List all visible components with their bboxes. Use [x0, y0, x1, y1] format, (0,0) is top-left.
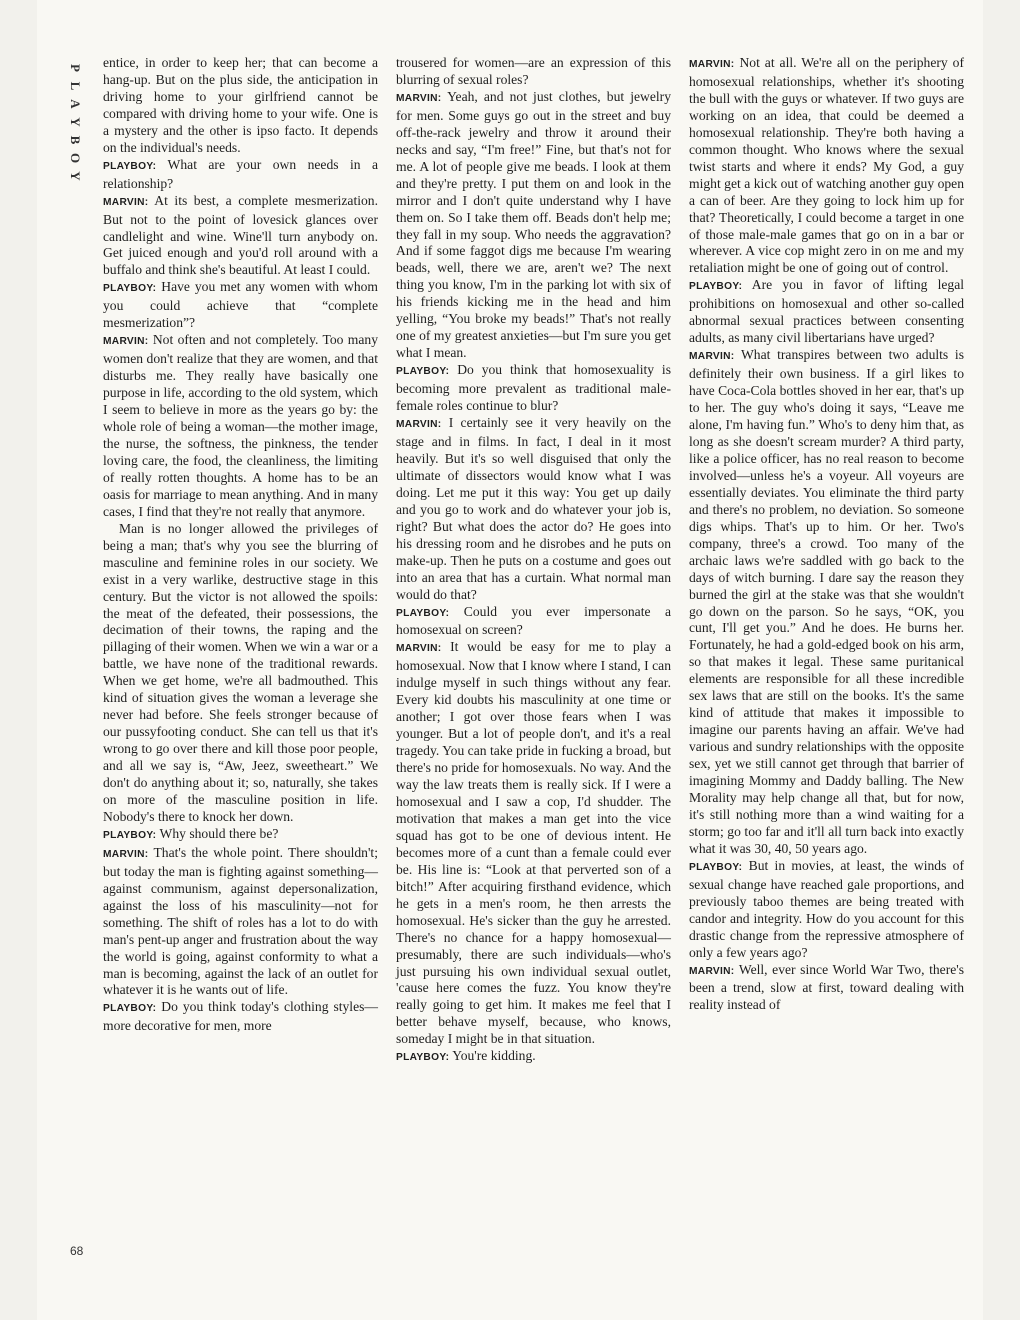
paragraph-text: That's the whole point. There shouldn't; but today the man is fighting against something—against communism, against depersonalization, against the loss of his masculinity—not for something. The shift of roles has a lot to do with man's pent-up anger and frustration about the way the world is going, against conformity to what a man is becoming, against the lack of an outlet for whatever it is he wants out of life. — [103, 844, 378, 998]
paragraph — [103, 157, 378, 193]
speaker-label: PLAYBOY: — [396, 607, 450, 619]
paragraph — [689, 55, 964, 277]
paragraph-text: You're kidding. — [449, 1048, 536, 1064]
speaker-label: MARVIN: — [396, 419, 442, 431]
masthead-letter: B — [68, 135, 83, 145]
paragraph-text: Could you ever impersonate a homosexual on screen? — [396, 603, 671, 638]
paragraph-text: Have you met any women with whom you could achieve that “complete mesmerization”? — [103, 279, 378, 331]
paragraph-text: entice, in order to keep her; that can become a hang-up. But on the plus side, the anticipation in driving home to your girlfriend cannot be compared with driving home to your wife. One is a mystery and the other is ipso facto. It depends on the individual's needs. — [103, 55, 378, 155]
paragraph-text: Why should there be? — [156, 825, 279, 841]
speaker-label: PLAYBOY: — [689, 281, 743, 293]
paragraph — [103, 826, 378, 845]
paragraph-text: Man is no longer allowed the privileges of being a man; that's why you see the blurring of masculine and feminine roles in our society. We exist in a very warlike, destructive stage in this century. But the victor is not allowed the spoils: the meat of the defeated, their possessions, the decimation of their towns, the raping and the pillaging of their women. When we win a war or a battle, we have none of the traditional rewards. When we get home, we're all badmouthed. This kind of situation gives the woman a leverage she never had before. She feels stronger because of our pussyfooting conduct. She can tell us that it's wrong to go over there and kill those poor people, and all we say is, “Aw, Jeez, sweetheart.” We don't do anything about it; so, naturally, she takes on more of the masculine position in life. Nobody's there to knock her down. — [103, 520, 378, 824]
speaker-label: MARVIN: — [689, 351, 735, 363]
masthead-letter: L — [68, 81, 83, 91]
paragraph — [103, 521, 378, 826]
masthead-letter: P — [68, 64, 83, 72]
speaker-label: MARVIN: — [689, 965, 735, 977]
paragraph-text: trousered for women—are an expression of this blurring of sexual roles? — [396, 55, 671, 87]
speaker-label: PLAYBOY: — [689, 861, 743, 873]
paragraph — [396, 604, 671, 640]
paragraph-text: But in movies, at least, the winds of sexual change have reached gale proportions, and previously taboo themes are being treated with candor and integrity. How do you account for this drastic change from the repressive atmosphere of only a few years ago? — [689, 857, 964, 960]
playboy-masthead — [64, 40, 88, 230]
paragraph-text: Do you think that homosexuality is becoming more prevalent as traditional male-female roles continue to blur? — [396, 362, 671, 414]
paragraph — [396, 1048, 671, 1067]
paragraph — [103, 193, 378, 280]
text-column-1 — [103, 55, 378, 1035]
paragraph-text: Well, ever since World War Two, there's been a trend, slow at first, toward dealing with reality instead of — [689, 961, 964, 1013]
paragraph — [689, 858, 964, 962]
paragraph — [103, 999, 378, 1035]
paragraph — [396, 639, 671, 1048]
speaker-label: PLAYBOY: — [103, 1003, 157, 1015]
paragraph — [103, 279, 378, 332]
speaker-label: MARVIN: — [103, 336, 149, 348]
masthead-letter: Y — [68, 171, 83, 181]
paragraph-text: Not at all. We're all on the periphery of homosexual relationships, whether it's shooting the bull with the guys or whatever. If two guys are working on an idea, that could be deemed a homosexual relationship. They're both having a common thought. Who knows where the sexual twist starts and where it ends? My God, a guy might get a kick out of watching another guy open a can of beer. Are they going to lock him up for that? Theoretically, I could become a target in one of those male-male games that go on in a bar or wherever. A vice cop might zero in on me and my retaliation might be one of going out of control. — [689, 55, 964, 276]
paragraph — [689, 277, 964, 347]
speaker-label: PLAYBOY: — [396, 1052, 450, 1064]
paragraph-text: It would be easy for me to play a homosexual. Now that I know where I stand, I can indulge myself in such things without any fear. Every kid doubts his masculinity at one time or another; I got over those fears when I was younger. But a lot of people don't, and it's a real tragedy. You can take pride in fucking a broad, but there's no pride for homosexuals. No way. And the way the law treats them is really sick. If I were a homosexual and I saw a cop, I'd shudder. The motivation that makes a man get into the vice squad has got to be one of devious intent. He becomes more of a cunt than a female could ever be. His line is: “Look at that perverted son of a bitch!” After acquiring firsthand evidence, which he gets in a men's room, he then arrests the homosexual. He's sicker than the guy he arrested. There's no chance for a happy homosexual—presumably, there are such individuals—who's just pursuing his own individual sexual outlet, 'cause here comes the fuzz. You know they're really going to get him. It makes me feel that I better behave myself, because, who knows, someday I might be in that situation. — [396, 639, 671, 1047]
speaker-label: PLAYBOY: — [103, 829, 157, 841]
masthead-letter: Y — [68, 117, 83, 127]
speaker-label: MARVIN: — [396, 643, 442, 655]
paragraph — [396, 415, 671, 603]
speaker-label: MARVIN: — [103, 196, 149, 208]
paragraph — [689, 347, 964, 858]
speaker-label: PLAYBOY: — [396, 366, 450, 378]
paragraph-text: What are your own needs in a relationship? — [103, 156, 378, 191]
speaker-label: MARVIN: — [103, 848, 149, 860]
paragraph — [396, 362, 671, 415]
paragraph-text: What transpires between two adults is definitely their own business. If a girl likes to have Coca-Cola bottles shoved in her ear, that's up to her. The guy who's doing it says, “Leave me alone, I'm having fun.” Who's to deny him that, as long as she doesn't scream murder? A third party, like a police officer, has no real reason to become involved—unless he's a voyeur. All voyeurs are essentially deviates. You eliminate the third party and there's no problem, no deviation. So someone digs whips. That's up to him. Or her. Two's company, three's a crowd. Too many of the archaic laws we're saddled with go back to the days of witch burning. I dare say the reason they burned the girl at the stake was that she wouldn't go down on the parson. So he says, “OK, you cunt, I'll get you.” And he does. He burns her. Fortunately, he had a gold-edged book on his arm, so that makes it legal. These same puritanical elements are responsible for all these incredible sex laws that are still on the books. It's the same kind of attitude that makes it impossible to imagine our parents having an affair. We've had various and sundry relationships with the opposite sex, yet we still cannot get through that barrier of imagining Mommy and Daddy balling. The New Morality may help change all that, but for now, it's still nothing more than a wind waiting for a storm; go too far and it'll all turn back into exactly what it was 30, 40, 50 years ago. — [689, 347, 964, 856]
paragraph-text: Do you think today's clothing styles—more decorative for men, more — [103, 999, 378, 1034]
paragraph — [689, 962, 964, 1015]
magazine-page — [37, 0, 983, 1320]
paragraph-text: At its best, a complete mesmerization. But not to the point of lovesick glances over candlelight and wine. Wine'll turn anybody on. Get juiced enough and you'd roll around with a buffalo and think she's beautiful. At least I could. — [103, 192, 378, 278]
speaker-label: PLAYBOY: — [103, 160, 157, 172]
speaker-label: MARVIN: — [396, 92, 442, 104]
paragraph-text: Not often and not completely. Too many women don't realize that they are women, and that disturbs me. They really have basically one purpose in life, according to the old system, which I seem to believe in more as the years go by: the whole role of being a woman—the mother image, the nurse, the softness, the pinkness, the tender loving care, the food, the cleanliness, the limiting of really rotten thoughts. A home has to be an oasis for marriage to mean anything. And in many cases, I find that they're not really that anymore. — [103, 332, 378, 519]
text-column-3 — [689, 55, 964, 1014]
paragraph-text: Are you in favor of lifting legal prohibitions on homosexual and other so-called abnormal sexual practices between consenting adults, as many civil libertarians have urged? — [689, 277, 964, 346]
paragraph — [103, 332, 378, 520]
masthead-letter: A — [68, 99, 83, 109]
page-number: 68 — [70, 1244, 84, 1258]
paragraph — [103, 55, 378, 157]
speaker-label: PLAYBOY: — [103, 283, 157, 295]
speaker-label: MARVIN: — [689, 59, 735, 70]
paragraph — [103, 845, 378, 1000]
paragraph — [396, 55, 671, 89]
masthead-letter: O — [68, 152, 83, 164]
paragraph — [396, 89, 671, 362]
paragraph-text: Yeah, and not just clothes, but jewelry for men. Some guys go out in the street and buy off-the-rack jewelry and throw it around their necks and say, “I'm free!” Fine, but that's not for me. A lot of people give me beads. I look at them and they're pretty. I put them on and look in the mirror and I don't quite understand why I have them on. So I take them off. Beads don't help me; they fall in my soup. Who needs the aggravation? And if some faggot digs me because I'm wearing beads, well, there we are, aren't we? The next thing you know, I'm in the parking lot with six of his friends kicking me in the head and him yelling, “You broke my beads!” That's not really one of my greatest anxieties—but I'm sure you get what I mean. — [396, 88, 671, 361]
text-column-2 — [396, 55, 671, 1067]
paragraph-text: I certainly see it very heavily on the stage and in films. In fact, I deal in it most heavily. But it's so well disguised that only the ultimate of dissectors would know what I was doing. Let me put it this way: You get up daily and you go to work and do whatever your job is, right? But what does the actor do? He goes into his dressing room and he disrobes and he puts on make-up. Then he puts on a costume and goes out into an area that has a curtain. What normal man would do that? — [396, 415, 671, 602]
